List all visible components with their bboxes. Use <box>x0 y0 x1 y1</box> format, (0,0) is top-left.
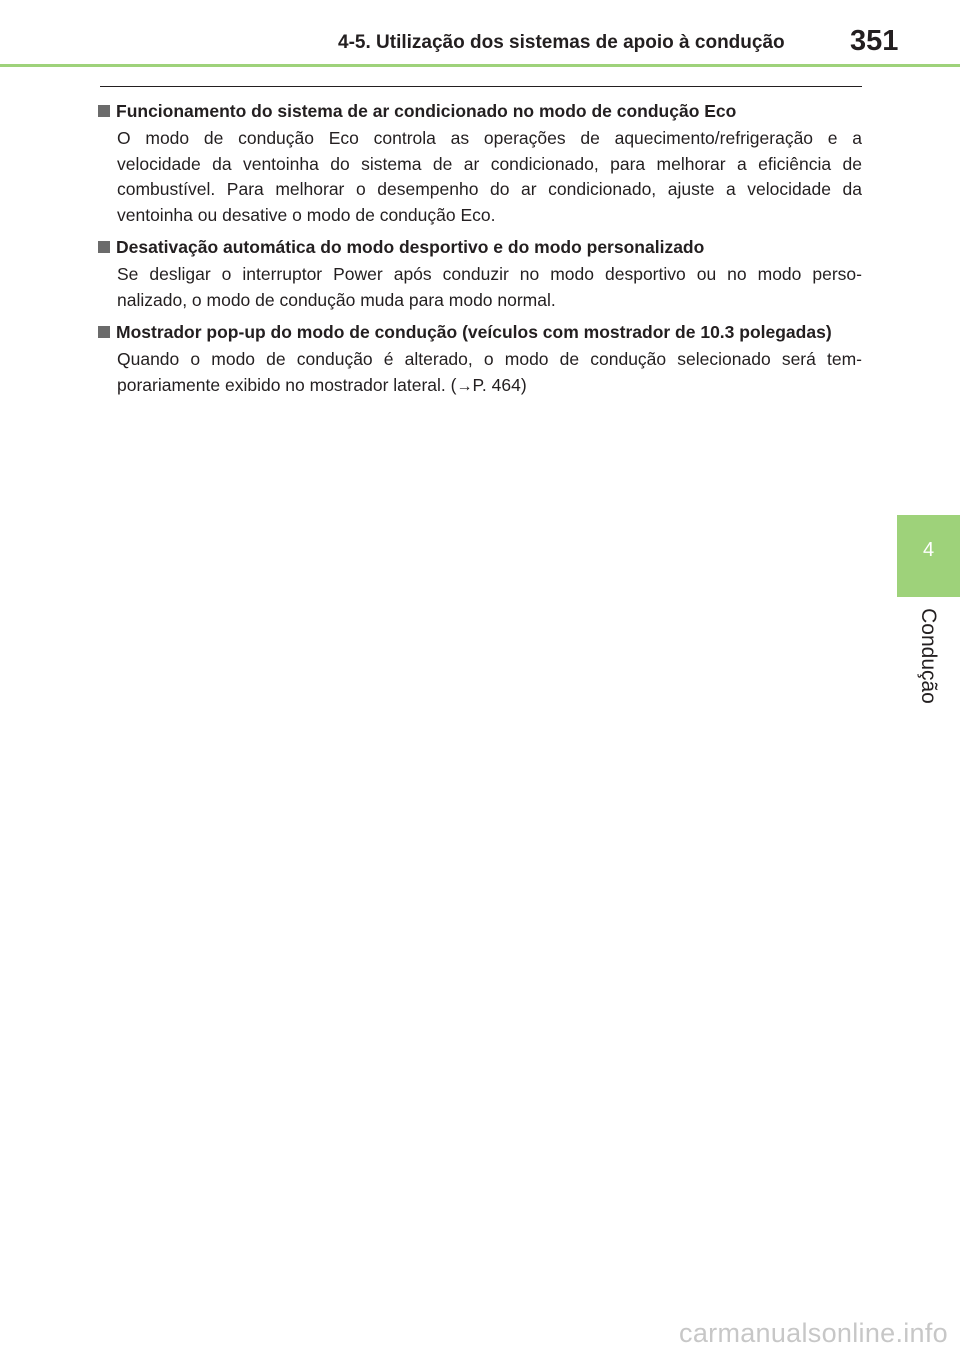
chapter-tab <box>897 515 960 597</box>
square-bullet-icon <box>98 326 110 338</box>
chapter-number: 4 <box>922 539 935 561</box>
content-top-rule <box>100 86 862 87</box>
body-line: velocidade da ventoinha do sistema de ar condicionado, para melhorar a eficiência de <box>117 153 862 174</box>
body-line: Se desligar o interruptor Power após conduzir no modo desportivo ou no modo perso- <box>117 264 862 284</box>
section-auto-deactivation <box>98 234 862 313</box>
section-heading <box>98 234 862 260</box>
section-body <box>117 126 862 228</box>
header-section-title: 4-5. Utilização dos sistemas de apoio à condução <box>338 32 785 53</box>
section-heading <box>98 319 862 345</box>
body-line: nalizado, o modo de condução muda para modo normal. <box>117 289 556 310</box>
body-line: Quando o modo de condução é alterado, o modo de condução selecionado será tem- <box>117 349 862 369</box>
square-bullet-icon <box>98 241 110 253</box>
page-reference-link[interactable]: P. 464) <box>472 374 527 395</box>
chapter-label: Condução <box>917 608 940 704</box>
body-line: O modo de condução Eco controla as operações de aquecimento/refrigeração e a <box>117 128 862 148</box>
section-body <box>117 262 862 313</box>
square-bullet-icon <box>98 105 110 117</box>
body-line: ventoinha ou desative o modo de condução Eco. <box>117 204 496 225</box>
section-heading-text: Desativação automática do modo desportivo e do modo personalizado <box>116 237 705 257</box>
watermark: carmanualsonline.info <box>679 1318 948 1348</box>
body-line: combustível. Para melhorar o desempenho do ar condicionado, ajuste a velocidade da <box>117 179 862 199</box>
header-rule <box>0 64 960 67</box>
section-heading-text: Funcionamento do sistema de ar condicionado no modo de condução Eco <box>116 101 737 121</box>
section-heading <box>98 98 862 124</box>
body-line <box>117 373 862 400</box>
section-eco-air-conditioning <box>98 98 862 228</box>
section-heading-text: Mostrador pop-up do modo de condução (veículos com mostrador de 10.3 polegadas) <box>116 322 832 342</box>
content-sections <box>98 98 862 405</box>
body-line-text: porariamente exibido no mostrador lateral. ( <box>117 374 457 395</box>
page-number: 351 <box>850 25 899 57</box>
section-body <box>117 347 862 399</box>
arrow-right-icon: → <box>456 377 473 395</box>
section-popup-display <box>98 319 862 399</box>
